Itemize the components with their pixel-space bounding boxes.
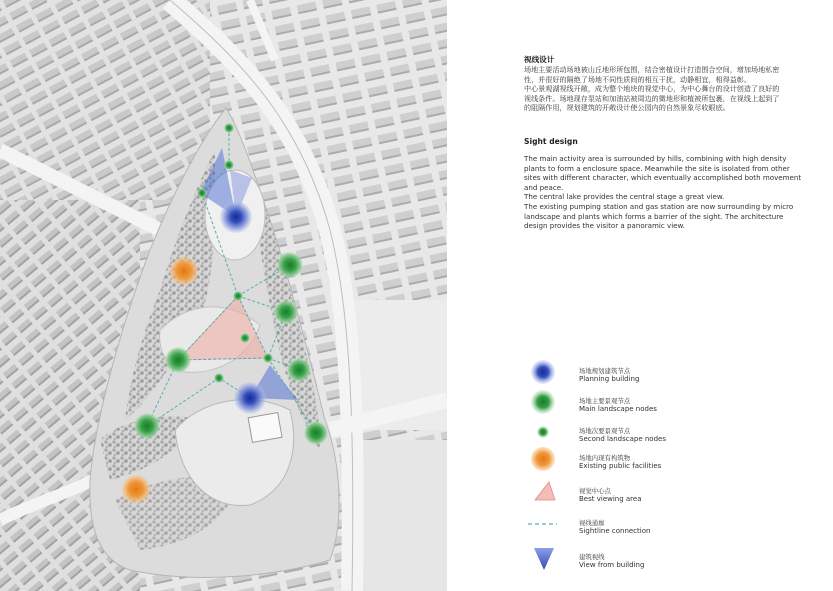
- legend-en-label: Sightline connection: [579, 527, 651, 535]
- legend-zh-label: 建筑视线: [579, 553, 605, 561]
- zh-line: 视线条件。场地现存泵站和加油站被周边的微地形和植被所包裹，在视线上起到了: [524, 93, 780, 103]
- legend-en-label: Second landscape nodes: [579, 435, 666, 443]
- zh-description: [524, 65, 829, 113]
- zh-line: 的阻隔作用，规划建筑的开敞设计使公园内的自然景象尽收眼底。: [524, 103, 730, 113]
- legend-en-label: Existing public facilities: [579, 462, 662, 470]
- legend-item-sightline: [527, 512, 827, 542]
- legend-item-second-landscape: [527, 420, 827, 450]
- en-title: Sight design: [524, 137, 578, 146]
- zh-title: 视线设计: [524, 55, 555, 64]
- view-from-building-icon: [527, 546, 559, 576]
- second-landscape-node-icon: [527, 420, 559, 450]
- public-facility-icon: [527, 447, 559, 477]
- sightline-icon: [527, 512, 559, 542]
- en-line: and peace.: [524, 182, 564, 192]
- legend-zh-label: 场地主要景观节点: [579, 397, 631, 405]
- en-line: The main activity area is surrounded by hills, combining with high density: [524, 154, 787, 163]
- legend-item-best-viewing: [527, 480, 827, 510]
- legend-zh-label: 场地内现有构筑物: [579, 454, 631, 462]
- planning-building-icon: [527, 360, 559, 390]
- zh-line: 性，并很好的隔绝了场地不同性质间的相互干扰，动静相宜，相得益彰。: [524, 74, 751, 84]
- best-viewing-area-icon: [527, 480, 559, 510]
- legend-en-label: Best viewing area: [579, 495, 642, 503]
- legend-en-label: Planning building: [579, 375, 640, 383]
- zh-line: 场地主要活动场地被山丘地形所包围，结合密植设计打造围合空间，增加场地私密: [524, 65, 780, 74]
- main-landscape-node-icon: [527, 390, 559, 420]
- en-line: sites with different character, which eventually accomplished both movement: [524, 173, 802, 183]
- zh-line: 中心景观湖视线开敞，成为整个地块的视觉中心，为中心舞台的设计创造了良好的: [524, 84, 780, 94]
- en-line: The existing pumping station and gas station are now surrounding by micro: [524, 201, 794, 211]
- legend-zh-label: 场地次要景观节点: [579, 427, 631, 435]
- legend-item-view-from-building: [527, 546, 827, 576]
- en-line: design provides the visitor a panoramic view.: [524, 221, 685, 231]
- legend-zh-label: 视线通廊: [579, 519, 605, 527]
- en-description: [524, 154, 829, 231]
- legend-item-main-landscape: [527, 390, 827, 420]
- en-line: landscape and plants which forms a barrier of the sight. The architecture: [524, 211, 784, 221]
- en-line: The central lake provides the central stage a great view.: [524, 192, 725, 202]
- design-panel: [447, 0, 833, 591]
- en-line: plants to form a enclosure space. Meanwhile the site is isolated from other: [524, 163, 790, 173]
- legend-item-public-facilities: [527, 447, 827, 477]
- legend-en-label: Main landscape nodes: [579, 405, 657, 413]
- legend-zh-label: 场地规划建筑节点: [579, 367, 631, 375]
- legend-item-planning-building: [527, 360, 827, 390]
- legend-en-label: View from building: [579, 561, 645, 569]
- legend-zh-label: 视觉中心点: [579, 487, 611, 495]
